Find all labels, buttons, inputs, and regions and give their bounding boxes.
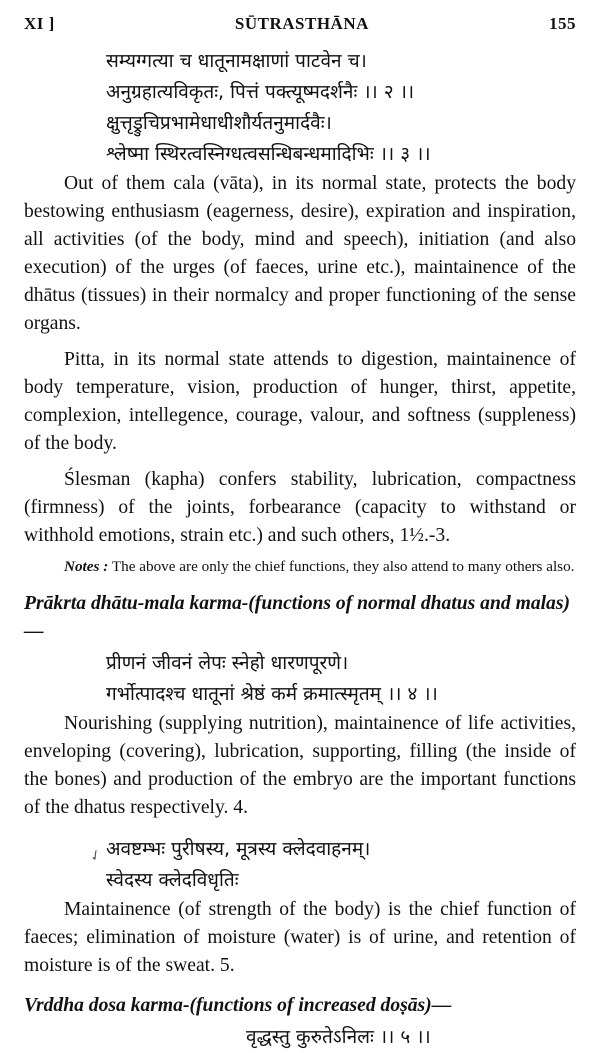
kapha-functions-paragraph: Ślesman (kapha) confers stability, lubrication, compactness (firmness) of the joints, forbearance (capacity to withstand or withhold emotions, strain etc.) and such others, 1½.-3. (24, 469, 576, 546)
section-heading-vrddha-dosa: Vrddha dosa karma-(functions of increased doṣās)— (24, 995, 452, 1016)
verse-line: सम्यग्गत्या च धातूनामक्षाणां पाटवेन च। (106, 50, 367, 72)
page-header (24, 14, 576, 34)
mala-functions-paragraph: Maintainence (of strength of the body) is the chief function of faeces; elimination of moisture (water) is of urine, and retention of moisture is of the sweat. 5. (24, 899, 576, 976)
verse-line: प्रीणनं जीवनं लेपः स्नेहो धारणपूरणे। (106, 652, 349, 674)
verse-line: स्वेदस्य क्लेदविधृतिः (106, 869, 239, 891)
notes-label: Notes : (64, 558, 109, 575)
verse-line: अनुग्रहात्यविकृतः, पित्तं पक्त्यूष्मदर्शनैः ।। २ ।। (106, 81, 415, 103)
sanskrit-verse-4 (24, 648, 576, 710)
dhatu-functions-paragraph: Nourishing (supplying nutrition), maintainence of life activities, enveloping (covering), lubrication, supporting, filling (the inside of the bones) and production of the embryo are the important functions of the dhatus respectively. 4. (24, 713, 576, 818)
verse-line: श्लेष्मा स्थिरत्वस्निग्धत्वसन्धिबन्धमादिभिः ।। ३ ।। (106, 143, 431, 165)
notes-text: The above are only the chief functions, they also attend to many others also. (108, 558, 575, 575)
running-title: SŪTRASTHĀNA (234, 14, 369, 33)
verse-line: वृद्धस्तु कुरुतेऽनिलः ।। ५ ।। (246, 1026, 431, 1048)
vata-functions-paragraph: Out of them cala (vāta), in its normal state, protects the body bestowing enthusiasm (eagerness, desire), expiration and inspiration, all activities (of the body, mind and speech), initiation (and also execution) of the urges (of faeces, urine etc.), maintainence of the dhātus (tissues) in their normalcy and proper functioning of the sense organs. (24, 173, 576, 334)
page-number: 155 (549, 14, 576, 33)
pitta-functions-paragraph: Pitta, in its normal state attends to digestion, maintainence of body temperature, vision, production of hunger, thirst, appetite, complexion, intellegence, courage, valour, and softness (suppleness) of the body. (24, 349, 576, 454)
section-heading-dhatu-mala: Prākrta dhātu-mala karma-(functions of normal dhatus and malas)— (24, 593, 571, 642)
sanskrit-verse-5 (24, 834, 576, 896)
sanskrit-verse-2-3 (24, 46, 576, 170)
handwritten-mark: ✓ (86, 846, 105, 866)
verse-line: क्षुत्तृड्रुचिप्रभामेधाधीशौर्यतनुमार्दवैः। (106, 112, 332, 134)
chapter-number: XI ] (24, 14, 55, 33)
verse-line: अवष्टम्भः पुरीषस्य, मूत्रस्य क्लेदवाहनम्। (106, 838, 371, 860)
notes-paragraph (24, 556, 576, 578)
verse-line: गर्भोत्पादश्च धातूनां श्रेष्ठं कर्म क्रमात्स्मृतम् ।। ४ ।। (106, 683, 438, 705)
